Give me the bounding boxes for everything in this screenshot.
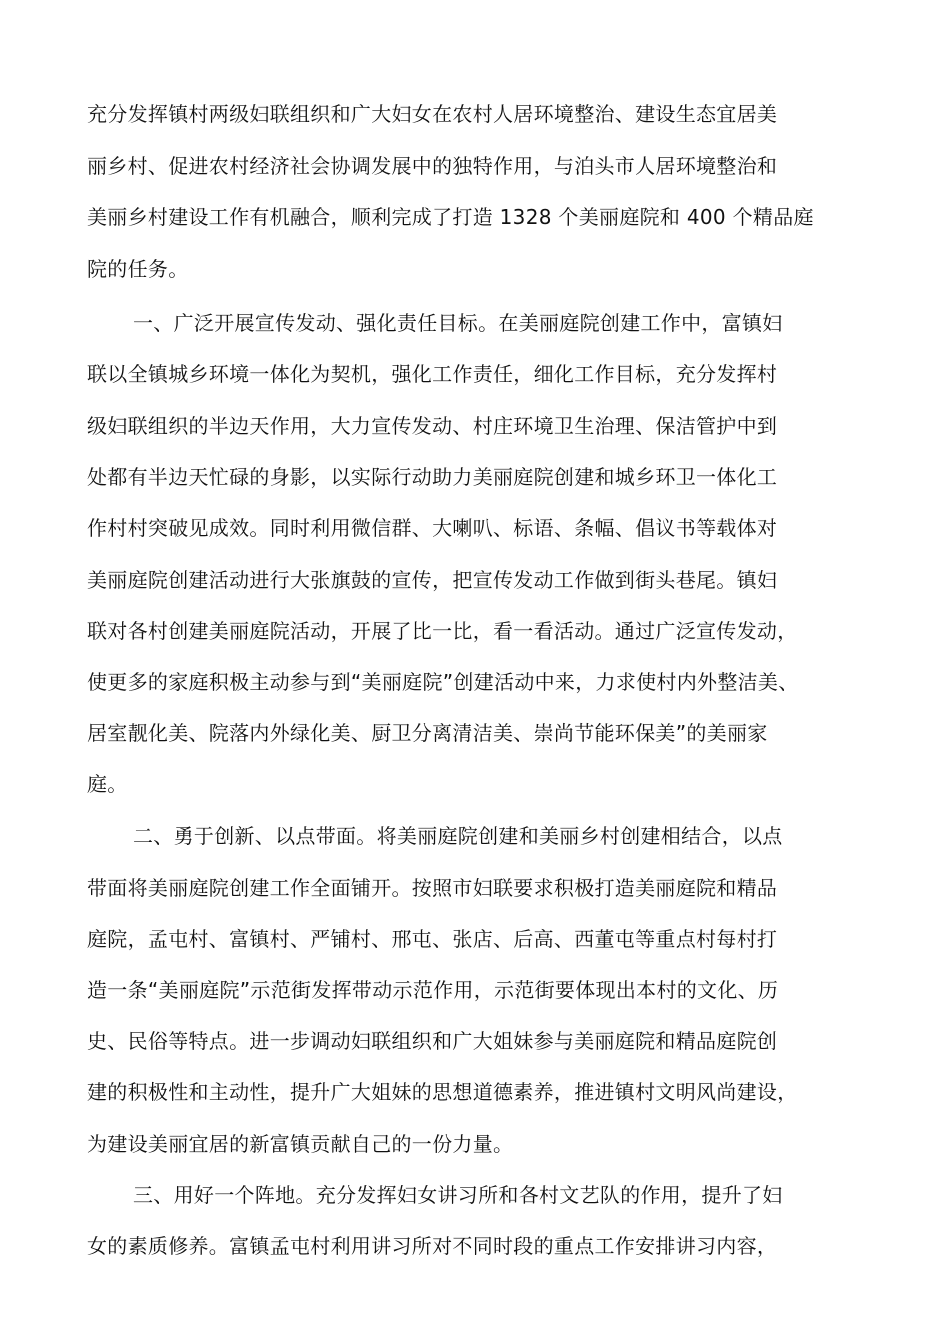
paragraph-line: 处都有半边天忙碌的身影，以实际行动助力美丽庭院创建和城乡环卫一体化工	[87, 465, 778, 489]
paragraph-line: 建的积极性和主动性，提升广大姐妹的思想道德素养，推进镇村文明风尚建设，	[87, 1080, 798, 1104]
paragraph-line: 史、民俗等特点。进一步调动妇联组织和广大姐妹参与美丽庭院和精品庭院创	[87, 1029, 778, 1053]
paragraph-line: 充分发挥镇村两级妇联组织和广大妇女在农村人居环境整治、建设生态宜居美	[87, 102, 778, 126]
paragraph-line: 联以全镇城乡环境一体化为契机，强化工作责任，细化工作目标，充分发挥村	[87, 362, 778, 386]
paragraph-line: 院的任务。	[87, 257, 189, 281]
section-heading-line: 三、用好一个阵地。充分发挥妇女讲习所和各村文艺队的作用，提升了妇	[133, 1183, 783, 1207]
paragraph-line: 女的素质修养。富镇孟屯村利用讲习所对不同时段的重点工作安排讲习内容，	[87, 1234, 778, 1258]
section-heading-line: 一、广泛开展宣传发动、强化责任目标。在美丽庭院创建工作中，富镇妇	[133, 311, 783, 335]
paragraph-line: 庭。	[87, 772, 128, 796]
paragraph-line: 带面将美丽庭院创建工作全面铺开。按照市妇联要求积极打造美丽庭院和精品	[87, 876, 778, 900]
paragraph-line: 造一条“美丽庭院”示范街发挥带动示范作用，示范街要体现出本村的文化、历	[87, 978, 779, 1002]
paragraph-line: 作村村突破见成效。同时利用微信群、大喇叭、标语、条幅、倡议书等载体对	[87, 516, 778, 540]
paragraph-line: 联对各村创建美丽庭院活动，开展了比一比，看一看活动。通过广泛宣传发动，	[87, 619, 798, 643]
paragraph-line: 为建设美丽宜居的新富镇贡献自己的一份力量。	[87, 1132, 514, 1156]
paragraph-line: 庭院，孟屯村、富镇村、严铺村、邢屯、张店、后高、西董屯等重点村每村打	[87, 927, 778, 951]
section-heading-line: 二、勇于创新、以点带面。将美丽庭院创建和美丽乡村创建相结合，以点	[133, 824, 783, 848]
paragraph-line: 丽乡村、促进农村经济社会协调发展中的独特作用，与泊头市人居环境整治和	[87, 154, 778, 178]
paragraph-line: 美丽庭院创建活动进行大张旗鼓的宣传，把宣传发动工作做到街头巷尾。镇妇	[87, 568, 778, 592]
paragraph-line: 居室靓化美、院落内外绿化美、厨卫分离清洁美、崇尚节能环保美”的美丽家	[87, 721, 768, 745]
paragraph-line: 使更多的家庭积极主动参与到“美丽庭院”创建活动中来，力求使村内外整洁美、	[87, 670, 799, 694]
paragraph-line: 级妇联组织的半边天作用，大力宣传发动、村庄环境卫生治理、保洁管护中到	[87, 414, 778, 438]
paragraph-line: 美丽乡村建设工作有机融合，顺利完成了打造 1328 个美丽庭院和 400 个精品庭	[87, 205, 814, 229]
